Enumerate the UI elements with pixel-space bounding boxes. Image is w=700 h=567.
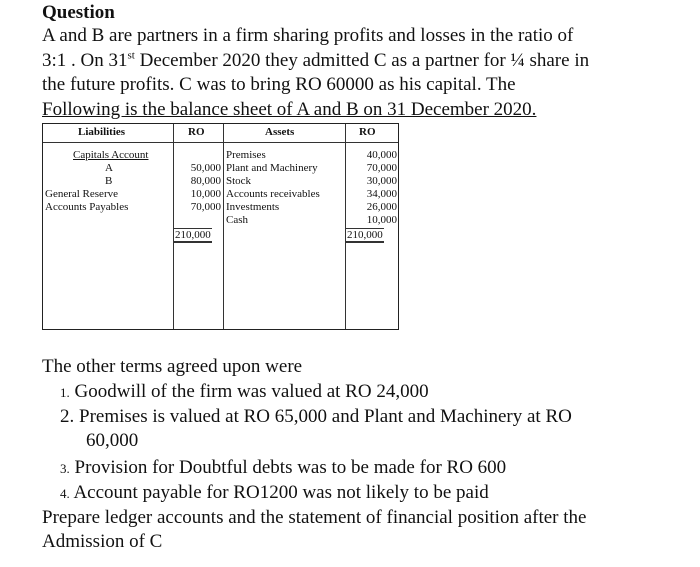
question-heading: Question xyxy=(42,2,115,23)
intro-line-2a: 3:1 . On 31 xyxy=(42,49,128,71)
liability-accounts-payables: Accounts Payables xyxy=(45,201,129,213)
asset-investments-amount: 26,000 xyxy=(366,201,397,213)
column-divider xyxy=(173,124,174,329)
liability-b: B xyxy=(105,175,113,187)
term-text: Premises is valued at RO 65,000 and Plant and Machinery at RO xyxy=(79,406,572,427)
assets-total: 210,000 xyxy=(347,229,383,241)
term-number: 2. xyxy=(60,406,75,427)
intro-line-4: Following is the balance sheet of A and B on 31 December 2020. xyxy=(42,98,537,120)
asset-premises-amount: 40,000 xyxy=(366,149,397,161)
intro-line-2b: December 2020 they admitted C as a partner for ¼ share in xyxy=(134,49,590,71)
term-text: Goodwill of the firm was valued at RO 24,000 xyxy=(74,381,429,402)
term-3 xyxy=(60,456,506,481)
intro-line-3: the future profits. C was to bring RO 60000 as his capital. The xyxy=(42,74,516,95)
liability-b-amount: 80,000 xyxy=(190,175,221,187)
asset-accounts-receivables-amount: 34,000 xyxy=(366,188,397,200)
term-text: Provision for Doubtful debts was to be made for RO 600 xyxy=(74,457,507,478)
terms-title: The other terms agreed upon were xyxy=(42,356,303,377)
header-liabilities: Liabilities xyxy=(78,126,126,138)
liabilities-total: 210,000 xyxy=(175,229,211,241)
asset-cash: Cash xyxy=(226,214,248,226)
term-text: Account payable for RO1200 was not likely to be paid xyxy=(73,482,489,503)
final-line-2: Admission of C xyxy=(42,531,163,552)
asset-premises: Premises xyxy=(226,149,266,161)
term-1 xyxy=(60,380,429,405)
asset-stock-amount: 30,000 xyxy=(366,175,397,187)
ordinal-suffix: st xyxy=(127,49,135,62)
liability-a: A xyxy=(105,162,113,174)
asset-cash-amount: 10,000 xyxy=(366,214,397,226)
liability-capitals-account: Capitals Account xyxy=(73,149,149,161)
term-number: 3. xyxy=(60,461,70,476)
asset-plant-machinery-amount: 70,000 xyxy=(366,162,397,174)
intro-line-1: A and B are partners in a firm sharing profits and losses in the ratio of xyxy=(42,25,574,46)
asset-investments: Investments xyxy=(226,201,280,213)
header-ro-liabilities: RO xyxy=(188,126,205,138)
column-divider xyxy=(345,124,346,329)
liability-general-reserve: General Reserve xyxy=(45,188,118,200)
header-ro-assets: RO xyxy=(359,126,376,138)
asset-plant-machinery: Plant and Machinery xyxy=(226,162,318,174)
term-4 xyxy=(60,481,489,506)
term-2 xyxy=(60,405,572,429)
final-instruction xyxy=(42,506,660,554)
balance-sheet-table xyxy=(42,123,399,330)
intro-line-2 xyxy=(42,49,660,74)
liability-accounts-payables-amount: 70,000 xyxy=(190,201,221,213)
intro-paragraph xyxy=(42,24,660,122)
header-assets: Assets xyxy=(265,126,295,138)
final-line-1: Prepare ledger accounts and the statement of financial position after the xyxy=(42,507,587,528)
column-divider xyxy=(223,124,224,329)
term-number: 1. xyxy=(60,385,70,400)
asset-accounts-receivables: Accounts receivables xyxy=(226,188,320,200)
asset-stock: Stock xyxy=(226,175,252,187)
term-2-continuation: 60,000 xyxy=(86,430,139,451)
liability-general-reserve-amount: 10,000 xyxy=(190,188,221,200)
liability-a-amount: 50,000 xyxy=(190,162,221,174)
term-number: 4. xyxy=(60,486,70,501)
